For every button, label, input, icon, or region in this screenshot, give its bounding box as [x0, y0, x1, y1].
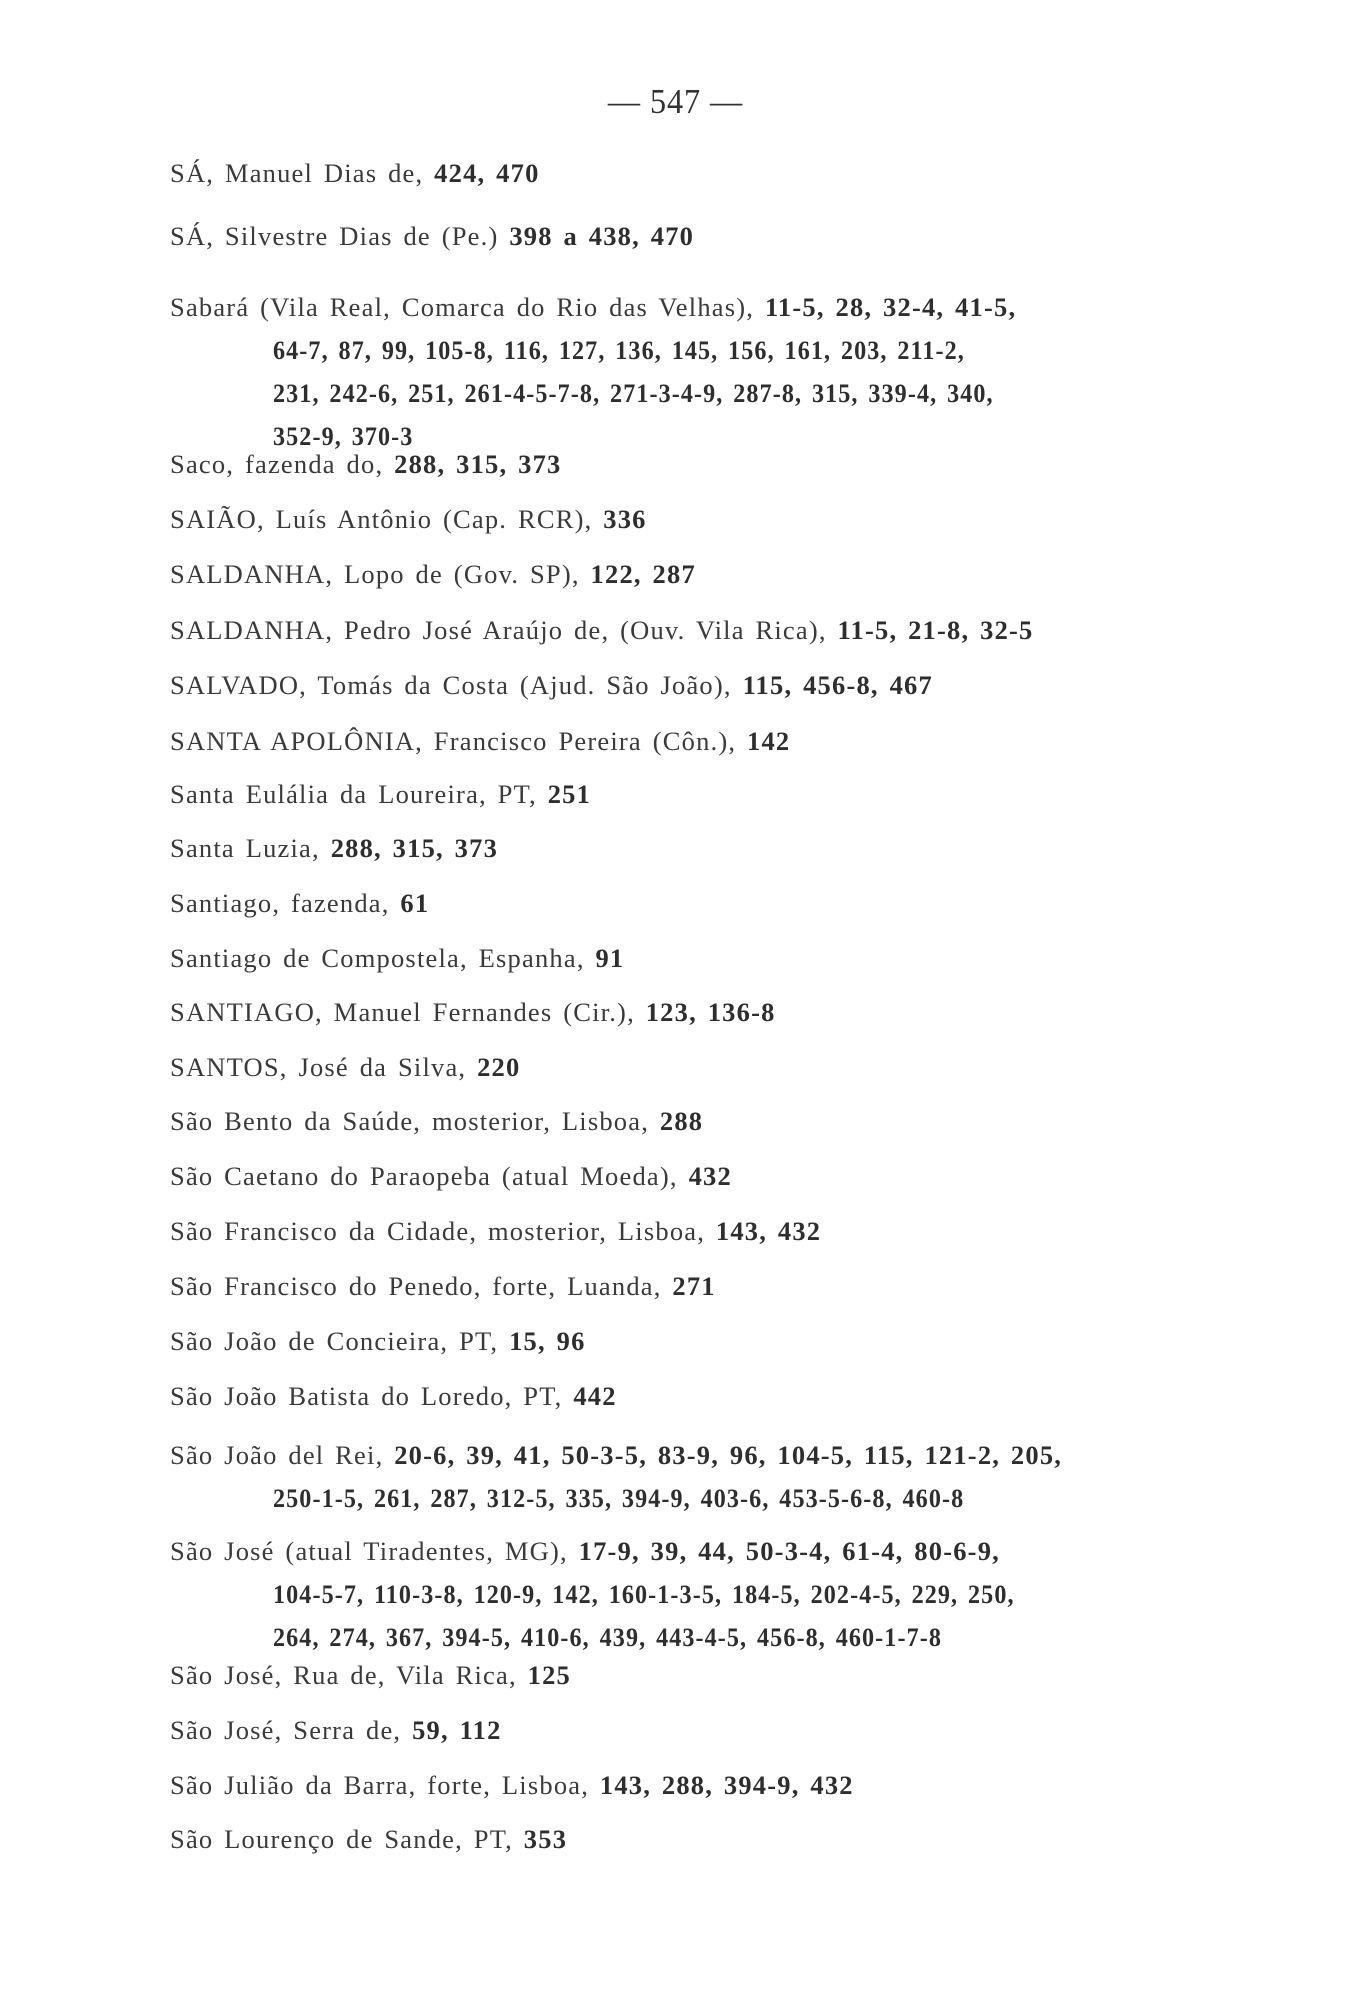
entry-first-line [170, 215, 1260, 258]
index-entry [170, 1709, 1260, 1752]
entry-first-line [170, 1100, 1260, 1143]
entry-first-line [170, 991, 1260, 1034]
entry-first-line [170, 720, 1260, 763]
index-entry [170, 553, 1260, 596]
entry-heading: SAIÃO, Luís Antônio (Cap. RCR), [170, 504, 593, 534]
entry-page-refs: 11-5, 28, 32-4, 41-5, [764, 292, 1017, 322]
entry-page-refs-continued: 104-5-7, 110-3-8, 120-9, 142, 160-1-3-5, 184-5, 202-4-5, 229, 250, [273, 1579, 1015, 1609]
entry-first-line [170, 1654, 1260, 1697]
index-entry [170, 609, 1260, 652]
entry-first-line [170, 609, 1260, 652]
index-entry [170, 664, 1260, 707]
index-entry [170, 827, 1260, 870]
entry-page-refs: 432 [688, 1161, 732, 1191]
entry-heading: São João Batista do Loredo, PT, [170, 1381, 563, 1411]
entry-heading: Santa Eulália da Loureira, PT, [170, 779, 537, 809]
entry-first-line [170, 1434, 1260, 1477]
entry-page-refs: 251 [547, 779, 592, 809]
entry-heading: São José (atual Tiradentes, MG), [170, 1536, 568, 1566]
entry-first-line [170, 1046, 1260, 1089]
entry-page-refs: 143, 288, 394-9, 432 [599, 1770, 854, 1800]
entry-page-refs: 288, 315, 373 [394, 449, 562, 479]
entry-heading: SANTA APOLÔNIA, Francisco Pereira (Côn.), [170, 726, 737, 756]
entry-heading: São José, Serra de, [170, 1715, 402, 1745]
entry-page-refs: 122, 287 [590, 559, 696, 589]
entry-heading: Santiago de Compostela, Espanha, [170, 943, 585, 973]
entry-heading: São Lourenço de Sande, PT, [170, 1824, 513, 1854]
index-entry [170, 1210, 1260, 1253]
page-number: — 547 — [607, 82, 744, 121]
entry-page-refs: 271 [672, 1271, 716, 1301]
index-entry [170, 1818, 1260, 1861]
entry-page-refs-continued: 231, 242-6, 251, 261-4-5-7-8, 271-3-4-9, 287-8, 315, 339-4, 340, [273, 378, 994, 408]
entry-heading: SANTOS, José da Silva, [170, 1052, 467, 1082]
entry-first-line [170, 1709, 1260, 1752]
entry-heading: SALDANHA, Lopo de (Gov. SP), [170, 559, 580, 589]
index-entry [170, 1434, 1260, 1520]
index-entry [170, 1046, 1260, 1089]
entry-heading: São Francisco da Cidade, mosterior, Lisboa, [170, 1216, 706, 1246]
entry-first-line [170, 443, 1260, 486]
index-entry [170, 498, 1260, 541]
entry-page-refs-continued: 264, 274, 367, 394-5, 410-6, 439, 443-4-5, 456-8, 460-1-7-8 [273, 1622, 942, 1652]
entry-heading: SÁ, Silvestre Dias de (Pe.) [170, 221, 499, 251]
entry-heading: Sabará (Vila Real, Comarca do Rio das Velhas), [170, 292, 755, 322]
index-entry [170, 1530, 1260, 1659]
entry-first-line [170, 773, 1260, 816]
entry-page-refs-continued: 352-9, 370-3 [273, 421, 414, 451]
entry-first-line [170, 1155, 1260, 1198]
entry-first-line [170, 1210, 1260, 1253]
entry-heading: SALDANHA, Pedro José Araújo de, (Ouv. Vila Rica), [170, 615, 827, 645]
entry-page-refs: 125 [527, 1660, 571, 1690]
entry-first-line [170, 1530, 1260, 1573]
entry-page-refs: 220 [477, 1052, 521, 1082]
entry-heading: São Julião da Barra, forte, Lisboa, [170, 1770, 590, 1800]
index-entry [170, 152, 1260, 195]
index-entry [170, 773, 1260, 816]
entry-first-line [170, 498, 1260, 541]
index-entry [170, 1654, 1260, 1697]
entry-heading: São João de Concieira, PT, [170, 1326, 499, 1356]
entry-page-refs: 11-5, 21-8, 32-5 [837, 615, 1034, 645]
entry-page-refs: 424, 470 [434, 158, 540, 188]
entry-page-refs: 59, 112 [412, 1715, 502, 1745]
index-entry [170, 215, 1260, 258]
entry-page-refs: 398 a 438, 470 [509, 221, 695, 251]
entry-first-line [170, 1320, 1260, 1363]
entry-heading: SÁ, Manuel Dias de, [170, 158, 424, 188]
entry-page-refs: 143, 432 [715, 1216, 822, 1246]
entry-heading: São Bento da Saúde, mosterior, Lisboa, [170, 1106, 650, 1136]
entry-page-refs: 20-6, 39, 41, 50-3-5, 83-9, 96, 104-5, 115, 121-2, 205, [394, 1440, 1063, 1470]
entry-page-refs-continued: 64-7, 87, 99, 105-8, 116, 127, 136, 145, 156, 161, 203, 211-2, [273, 335, 965, 365]
entry-page-refs: 123, 136-8 [645, 997, 776, 1027]
entry-first-line [170, 553, 1260, 596]
entry-page-refs: 17-9, 39, 44, 50-3-4, 61-4, 80-6-9, [578, 1536, 1000, 1566]
entry-heading: São José, Rua de, Vila Rica, [170, 1660, 517, 1690]
entry-page-refs: 442 [573, 1381, 617, 1411]
entry-heading: São Caetano do Paraopeba (atual Moeda), [170, 1161, 678, 1191]
index-entry [170, 882, 1260, 925]
entry-first-line [170, 664, 1260, 707]
index-entry [170, 1764, 1260, 1807]
entry-first-line [170, 1818, 1260, 1861]
entry-page-refs: 115, 456-8, 467 [742, 670, 933, 700]
entry-heading: Santiago, fazenda, [170, 888, 390, 918]
entry-heading: São João del Rei, [170, 1440, 384, 1470]
entry-first-line [170, 1375, 1260, 1418]
entry-heading: SALVADO, Tomás da Costa (Ajud. São João), [170, 670, 732, 700]
entry-first-line [170, 1265, 1260, 1308]
index-entry [170, 1100, 1260, 1143]
entry-page-refs-continued: 250-1-5, 261, 287, 312-5, 335, 394-9, 403-6, 453-5-6-8, 460-8 [273, 1483, 965, 1513]
entry-heading: Saco, fazenda do, [170, 449, 384, 479]
index-entry [170, 1375, 1260, 1418]
index-entry [170, 1320, 1260, 1363]
index-entry [170, 1155, 1260, 1198]
entry-page-refs: 288, 315, 373 [330, 833, 499, 863]
entry-first-line [170, 152, 1260, 195]
entry-page-refs: 288 [659, 1106, 704, 1136]
entry-heading: Santa Luzia, [170, 833, 320, 863]
entry-page-refs: 142 [747, 726, 791, 756]
index-entry [170, 720, 1260, 763]
entry-page-refs: 91 [595, 943, 625, 973]
entry-page-refs: 336 [603, 504, 647, 534]
entry-heading: SANTIAGO, Manuel Fernandes (Cir.), [170, 997, 635, 1027]
index-entry [170, 286, 1260, 458]
index-entry [170, 937, 1260, 980]
index-entry [170, 1265, 1260, 1308]
entry-heading: São Francisco do Penedo, forte, Luanda, [170, 1271, 662, 1301]
entry-first-line [170, 1764, 1260, 1807]
entry-page-refs: 61 [400, 888, 430, 918]
entry-page-refs: 15, 96 [509, 1326, 586, 1356]
entry-page-refs: 353 [523, 1824, 568, 1854]
entry-first-line [170, 937, 1260, 980]
index-entry [170, 991, 1260, 1034]
entry-first-line [170, 286, 1260, 329]
index-entry [170, 443, 1260, 486]
entry-first-line [170, 882, 1260, 925]
entry-first-line [170, 827, 1260, 870]
